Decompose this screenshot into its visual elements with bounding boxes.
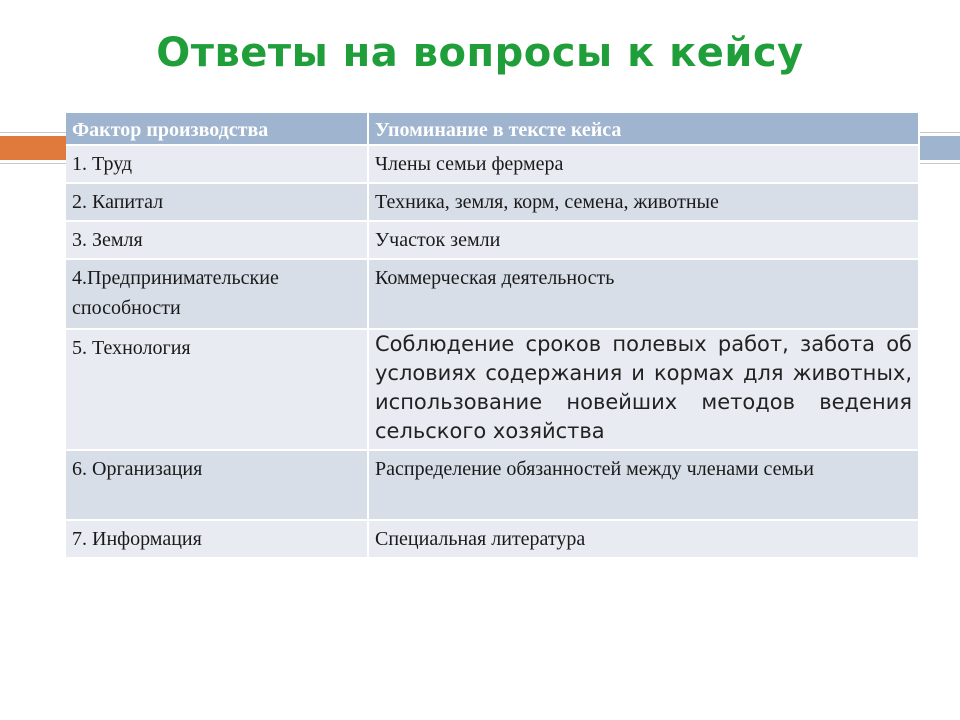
header-mention: Упоминание в тексте кейса	[368, 113, 919, 145]
table-row	[66, 145, 919, 183]
table-row	[66, 329, 919, 450]
mention-cell: Техника, земля, корм, семена, животные	[368, 183, 919, 221]
table-row	[66, 259, 919, 329]
mention-cell: Соблюдение сроков полевых работ, забота об условиях содержания и кормах для животных, использование новейших методов ведения сельского хозяйства	[368, 329, 919, 450]
factor-cell: 7. Информация	[66, 520, 368, 558]
factor-cell: 2. Капитал	[66, 183, 368, 221]
table-row	[66, 520, 919, 558]
header-factor: Фактор производства	[66, 113, 368, 145]
table-row	[66, 450, 919, 520]
factor-cell: 5. Технология	[66, 329, 368, 450]
mention-cell: Участок земли	[368, 221, 919, 259]
table-row	[66, 221, 919, 259]
mention-cell: Специальная литература	[368, 520, 919, 558]
table-header-row	[66, 113, 919, 145]
factor-cell: 3. Земля	[66, 221, 368, 259]
decorative-orange-bar	[0, 136, 66, 160]
factor-cell: 6. Организация	[66, 450, 368, 520]
slide-title: Ответы на вопросы к кейсу	[156, 30, 804, 76]
decorative-blue-bar	[919, 136, 960, 160]
factor-cell: 1. Труд	[66, 145, 368, 183]
factor-cell: 4.Предпринимательские способности	[66, 259, 368, 329]
mention-cell: Коммерческая деятельность	[368, 259, 919, 329]
table-row	[66, 183, 919, 221]
factors-table	[66, 113, 920, 559]
mention-cell: Члены семьи фермера	[368, 145, 919, 183]
mention-cell: Распределение обязанностей между членами семьи	[368, 450, 919, 520]
